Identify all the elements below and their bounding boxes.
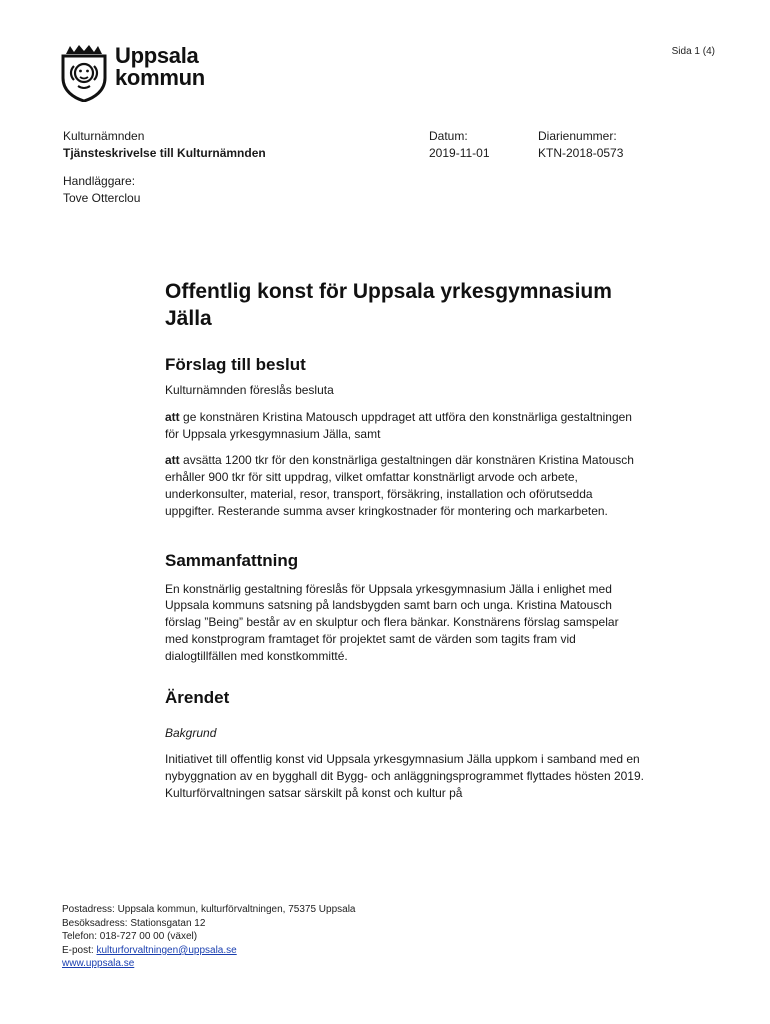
department: Kulturnämnden xyxy=(63,129,145,143)
diary-label: Diarienummer: xyxy=(538,129,617,143)
summary-heading: Sammanfattning xyxy=(165,550,299,570)
website-link[interactable]: www.uppsala.se xyxy=(62,958,135,970)
date-value: 2019-11-01 xyxy=(429,146,490,160)
proposal-item-1 xyxy=(165,409,645,443)
logo-wordmark xyxy=(115,45,205,89)
document-title: Offentlig konst för Uppsala yrkesgymnasium Jälla xyxy=(165,280,612,330)
proposal-item-2 xyxy=(165,452,645,519)
handler-block xyxy=(63,173,140,207)
proposal-intro: Kulturnämnden föreslås besluta xyxy=(165,383,334,397)
uppsala-kommun-logo xyxy=(60,44,220,102)
background-text: Initiativet till offentlig konst vid Uppsala yrkesgymnasium Jälla uppkom i samband med en nybyggnation av en bygghall dit Bygg- och anläggningsprogrammet flyttades hösten 2019. Kulturförvaltningen satsar särskilt på konst och kultur på xyxy=(165,752,644,800)
coat-of-arms-icon xyxy=(60,44,108,102)
phone: Telefon: 018-727 00 00 (växel) xyxy=(62,931,198,943)
email-label: E-post: xyxy=(62,944,97,956)
proposal-item-2-text: avsätta 1200 tkr för den konstnärliga gestaltningen där konstnären Kristina Matousch erhåller 900 tkr för sitt uppdrag, vilket omfattar konstnärligt arvode och arbete, underkonsulter, material, resor, transport, försäkring, installation och oförutsedda uppgifter. Resterande summa avser kringkostnader för montering och markarbeten. xyxy=(165,453,634,518)
proposal-item-1-text: ge konstnären Kristina Matousch uppdraget att utföra den konstnärliga gestaltningen för Uppsala yrkesgymnasium Jälla, samt xyxy=(165,409,632,441)
handler-name: Tove Otterclou xyxy=(63,191,141,205)
att-keyword: att xyxy=(165,409,180,424)
email-link[interactable]: kulturforvaltningen@uppsala.se xyxy=(96,944,237,956)
matter-heading: Ärendet xyxy=(165,687,230,707)
footer xyxy=(62,903,356,971)
summary-text: En konstnärlig gestaltning föreslås för Uppsala yrkesgymnasium Jälla i enlighet med Uppsala kommuns satsning på landsbygden samt barn och unga. Kristina Matousch förslag ”Being” består av en skulptur och flera bänkar. Konstnärens förslag samspelar med konstprogram framtaget för projektet samt de värden som tagits fram vid dialogtillfällen med konstkommitté. xyxy=(165,581,619,663)
logo-line-1: Uppsala xyxy=(115,43,199,68)
email-line xyxy=(62,944,356,958)
postal-address: Postadress: Uppsala kommun, kulturförvaltningen, 75375 Uppsala xyxy=(62,904,356,915)
date-block xyxy=(429,128,490,162)
att-keyword: att xyxy=(165,453,180,468)
background-label: Bakgrund xyxy=(165,725,217,740)
page-number: Sida 1 (4) xyxy=(671,46,715,57)
diary-value: KTN-2018-0573 xyxy=(538,146,624,160)
date-label: Datum: xyxy=(429,129,468,143)
visit-address: Besöksadress: Stationsgatan 12 xyxy=(62,917,206,929)
department-block xyxy=(63,128,266,162)
logo-line-2: kommun xyxy=(115,65,205,90)
document-type: Tjänsteskrivelse till Kulturnämnden xyxy=(63,146,266,160)
diary-block xyxy=(538,128,623,162)
proposal-heading: Förslag till beslut xyxy=(165,355,306,374)
document-body xyxy=(165,278,645,802)
handler-label: Handläggare: xyxy=(63,174,136,188)
